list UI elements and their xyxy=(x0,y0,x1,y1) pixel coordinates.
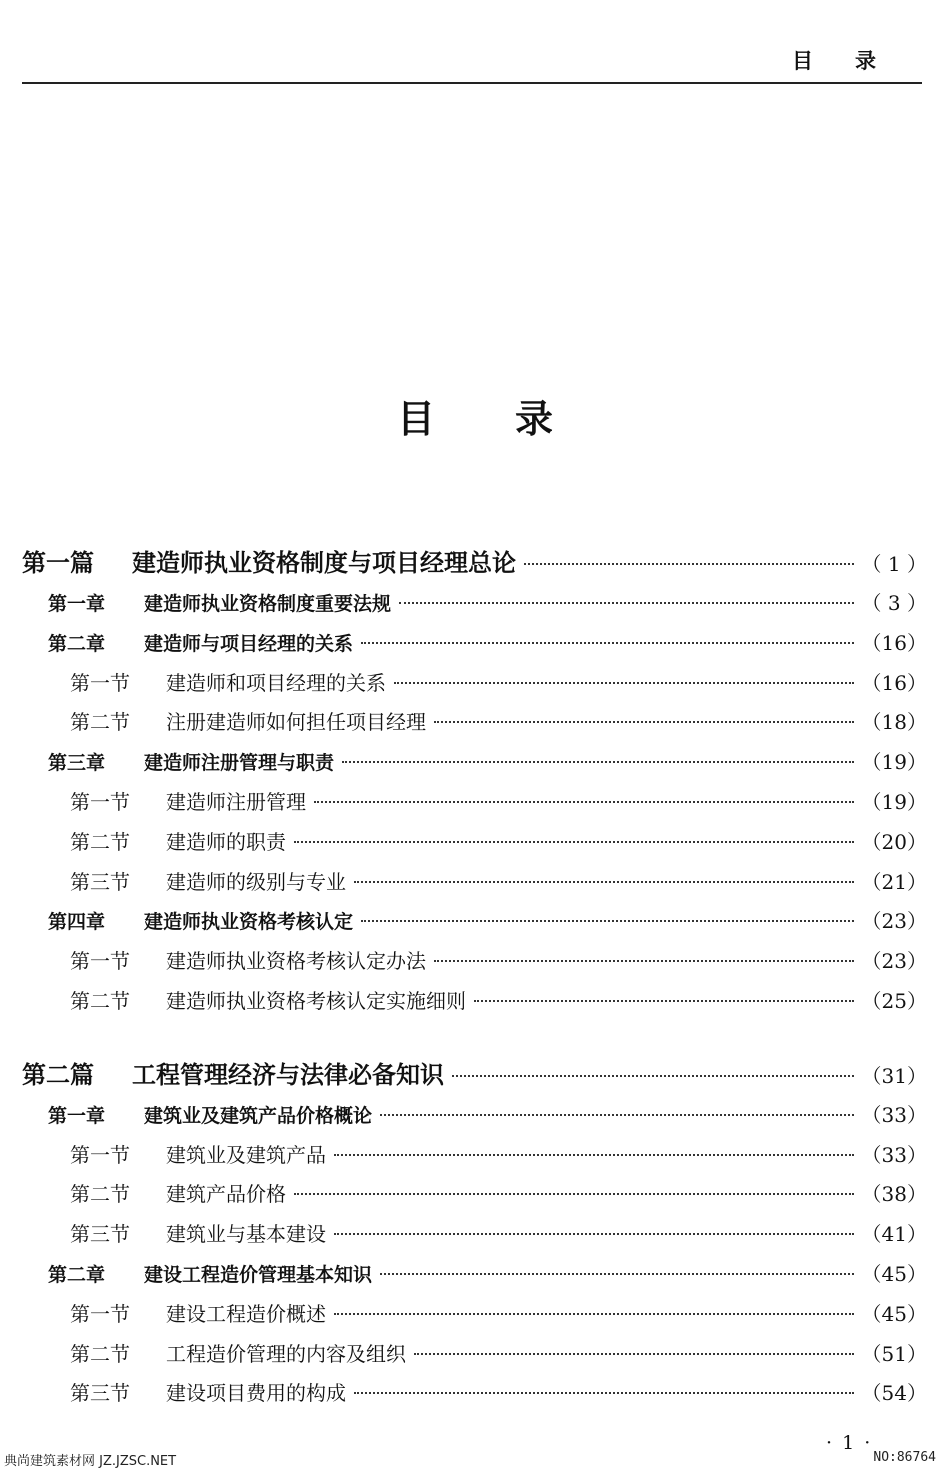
toc-section-number: 第二节 xyxy=(70,1182,130,1207)
toc-chapter-page: （45） xyxy=(861,1261,927,1286)
toc-section-page: （16） xyxy=(861,670,927,695)
toc-chapter-page: （23） xyxy=(861,909,927,934)
toc-section-page: （18） xyxy=(861,710,927,735)
toc-section-title: 建筑业及建筑产品 xyxy=(166,1142,326,1167)
toc-section-title: 工程造价管理的内容及组织 xyxy=(166,1341,406,1366)
toc-entry-part-2[interactable] xyxy=(22,1054,927,1096)
dot-leader xyxy=(334,1154,854,1156)
toc-section-number: 第一节 xyxy=(70,789,130,814)
toc-section-page: （23） xyxy=(861,949,927,974)
toc-part-title: 建造师执业资格制度与项目经理总论 xyxy=(132,548,516,577)
toc-entry-section-2-1-1[interactable] xyxy=(22,1136,927,1176)
toc-chapter-title: 建筑业及建筑产品价格概论 xyxy=(144,1104,373,1127)
toc-section-title: 建设工程造价概述 xyxy=(166,1301,326,1326)
toc-part-number: 第一篇 xyxy=(22,548,94,577)
dot-leader xyxy=(354,1392,854,1394)
toc-section-number: 第一节 xyxy=(70,1142,130,1167)
dot-leader xyxy=(354,881,854,883)
toc-section-number: 第三节 xyxy=(70,869,130,894)
toc-section-page: （54） xyxy=(861,1381,927,1406)
toc-entry-section-2-2-1[interactable] xyxy=(22,1295,927,1335)
toc-section-title: 建造师的职责 xyxy=(166,829,286,854)
toc-chapter-number: 第一章 xyxy=(48,593,106,615)
toc-entry-section-1-2-2[interactable] xyxy=(22,703,927,743)
toc-section-page: （45） xyxy=(861,1301,927,1326)
toc-chapter-title: 建设工程造价管理基本知识 xyxy=(144,1263,373,1286)
toc-section-number: 第三节 xyxy=(70,1381,130,1406)
toc-chapter-page: （33） xyxy=(861,1102,927,1127)
toc-section-title: 建筑产品价格 xyxy=(166,1182,286,1207)
toc-entry-chapter-1-4[interactable] xyxy=(22,902,927,942)
toc-section-page: （19） xyxy=(861,789,927,814)
dot-leader xyxy=(452,1075,854,1077)
toc-chapter-page: （ 3 ） xyxy=(861,591,927,615)
toc-section-number: 第二节 xyxy=(70,988,130,1013)
running-header-title: 目录 xyxy=(792,49,918,73)
dot-leader xyxy=(294,841,854,843)
toc-section-page: （21） xyxy=(861,869,927,894)
toc-chapter-number: 第三章 xyxy=(48,752,106,775)
toc-section-title: 建筑业与基本建设 xyxy=(166,1222,326,1247)
toc-section-page: （51） xyxy=(861,1341,927,1366)
toc-chapter-number: 第一章 xyxy=(48,1104,106,1127)
dot-leader xyxy=(361,642,854,644)
watermark-id: NO:86764 xyxy=(873,1450,936,1465)
dot-leader xyxy=(399,602,854,604)
toc-part-page: （ 1 ） xyxy=(861,552,927,576)
toc-section-title: 建造师执业资格考核认定实施细则 xyxy=(166,988,466,1013)
toc-section-number: 第三节 xyxy=(70,1222,130,1247)
toc-entry-section-1-3-2[interactable] xyxy=(22,823,927,863)
dot-leader xyxy=(334,1233,854,1235)
toc-entry-section-1-4-1[interactable] xyxy=(22,942,927,982)
dot-leader xyxy=(361,920,854,922)
toc-entry-section-1-4-2[interactable] xyxy=(22,982,927,1022)
toc-entry-chapter-1-1[interactable] xyxy=(22,584,927,624)
toc-entry-section-2-2-2[interactable] xyxy=(22,1335,927,1375)
toc-part-title: 工程管理经济与法律必备知识 xyxy=(132,1059,444,1089)
toc-section-title: 建造师执业资格考核认定办法 xyxy=(166,949,426,974)
toc-entry-section-1-3-3[interactable] xyxy=(22,863,927,903)
dot-leader xyxy=(294,1193,854,1195)
toc-section-page: （25） xyxy=(861,988,927,1013)
dot-leader xyxy=(474,1000,854,1002)
running-header xyxy=(22,44,922,84)
page-title: 目录 xyxy=(396,397,633,441)
toc-entry-section-1-2-1[interactable] xyxy=(22,664,927,704)
toc-entry-chapter-1-3[interactable] xyxy=(22,743,927,783)
toc-part-group xyxy=(22,1054,927,1414)
toc-entry-section-1-3-1[interactable] xyxy=(22,783,927,823)
dot-leader xyxy=(434,721,854,723)
toc-entry-chapter-2-1[interactable] xyxy=(22,1096,927,1136)
toc-entry-part-1[interactable] xyxy=(22,542,927,584)
toc-chapter-page: （19） xyxy=(861,750,927,775)
toc-section-number: 第二节 xyxy=(70,710,130,735)
toc-section-number: 第一节 xyxy=(70,1301,130,1326)
toc-section-title: 注册建造师如何担任项目经理 xyxy=(166,710,426,735)
toc-chapter-title: 建造师注册管理与职责 xyxy=(144,752,335,775)
toc-section-number: 第二节 xyxy=(70,1341,130,1366)
toc-entry-chapter-2-2[interactable] xyxy=(22,1255,927,1295)
toc-chapter-title: 建造师与项目经理的关系 xyxy=(144,632,354,655)
toc-chapter-number: 第二章 xyxy=(48,1263,106,1286)
table-of-contents xyxy=(22,542,927,1414)
toc-section-title: 建设项目费用的构成 xyxy=(166,1381,346,1406)
toc-chapter-title: 建造师执业资格制度重要法规 xyxy=(144,593,392,615)
toc-part-page: （31） xyxy=(861,1063,927,1088)
dot-leader xyxy=(314,801,854,803)
toc-section-page: （20） xyxy=(861,829,927,854)
toc-entry-section-2-1-2[interactable] xyxy=(22,1175,927,1215)
toc-part-number: 第二篇 xyxy=(22,1059,94,1089)
toc-chapter-number: 第二章 xyxy=(48,632,106,655)
dot-leader xyxy=(414,1353,854,1355)
dot-leader xyxy=(380,1273,854,1275)
dot-leader xyxy=(380,1114,854,1116)
page-number: · 1 · xyxy=(826,1432,873,1454)
toc-section-page: （33） xyxy=(861,1142,927,1167)
toc-section-number: 第一节 xyxy=(70,670,130,695)
toc-section-title: 建造师注册管理 xyxy=(166,789,306,814)
toc-section-page: （41） xyxy=(861,1222,927,1247)
toc-section-title: 建造师的级别与专业 xyxy=(166,869,346,894)
toc-entry-section-2-2-3[interactable] xyxy=(22,1374,927,1414)
toc-section-title: 建造师和项目经理的关系 xyxy=(166,670,386,695)
watermark-site: 典尚建筑素材网 JZ.JZSC.NET xyxy=(4,1454,177,1469)
toc-chapter-page: （16） xyxy=(861,630,927,655)
toc-section-page: （38） xyxy=(861,1182,927,1207)
toc-section-number: 第一节 xyxy=(70,949,130,974)
toc-part-group xyxy=(22,542,927,1022)
dot-leader xyxy=(334,1313,854,1315)
dot-leader xyxy=(434,960,854,962)
dot-leader xyxy=(524,563,854,565)
dot-leader xyxy=(342,761,854,763)
toc-chapter-title: 建造师执业资格考核认定 xyxy=(144,911,354,934)
toc-entry-chapter-1-2[interactable] xyxy=(22,624,927,664)
toc-section-number: 第二节 xyxy=(70,829,130,854)
toc-chapter-number: 第四章 xyxy=(48,911,106,934)
dot-leader xyxy=(394,682,854,684)
toc-entry-section-2-1-3[interactable] xyxy=(22,1215,927,1255)
